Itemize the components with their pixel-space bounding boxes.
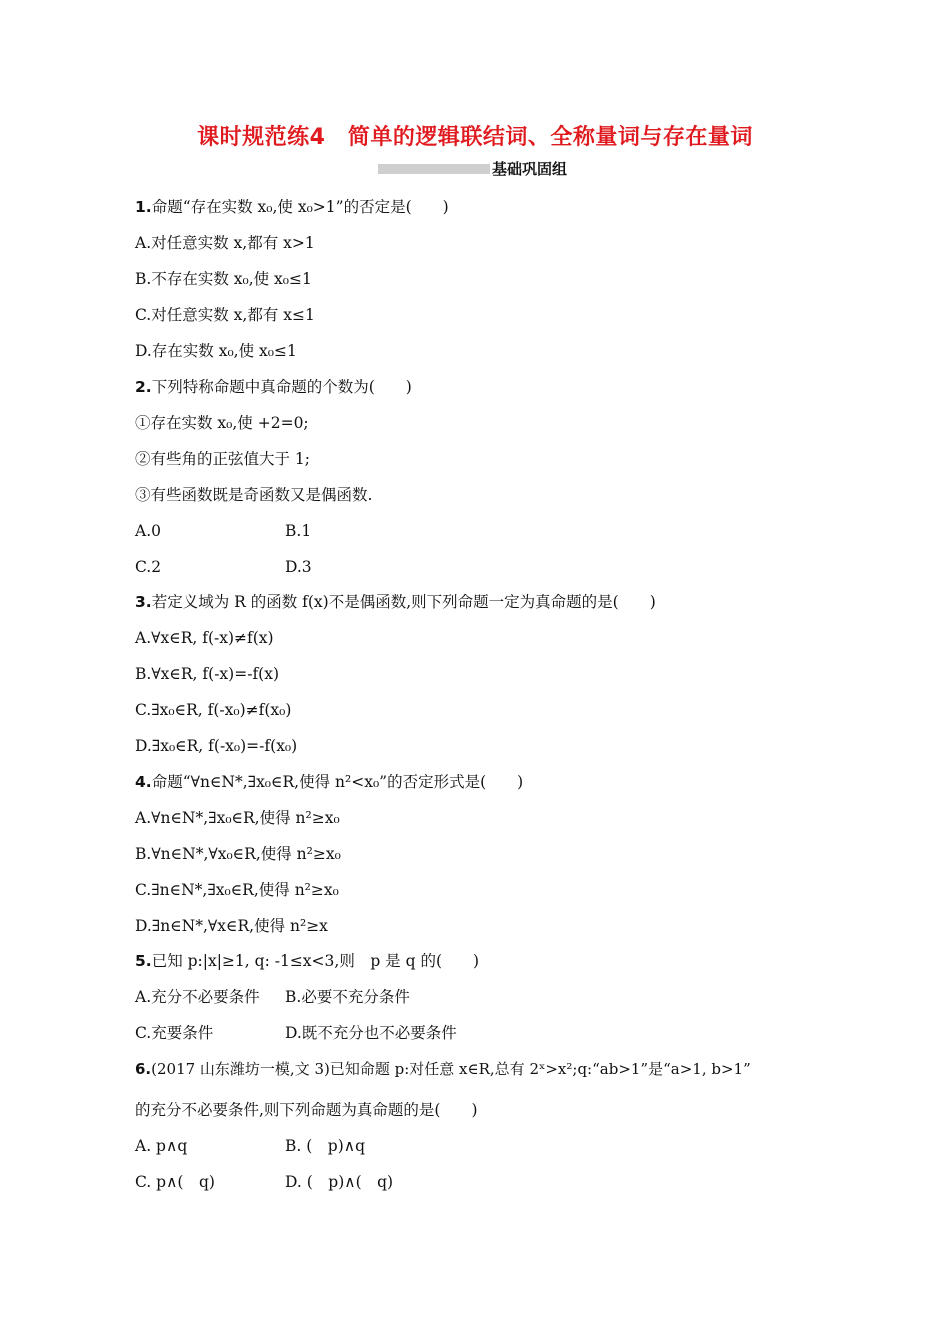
option-a: A.∀x∈R, f(-x)≠f(x) bbox=[135, 629, 274, 647]
question-number: 2. bbox=[135, 378, 152, 396]
question-stem-continued: 的充分不必要条件,则下列命题为真命题的是( ) bbox=[135, 1101, 478, 1119]
option-d: D.既不充分也不必要条件 bbox=[285, 1024, 457, 1042]
option-d: D.∃x₀∈R, f(-x₀)=-f(x₀) bbox=[135, 737, 298, 755]
option-b: B.必要不充分条件 bbox=[285, 988, 410, 1006]
option-c: C.对任意实数 x,都有 x≤1 bbox=[135, 306, 315, 324]
question-number: 6. bbox=[135, 1060, 152, 1078]
option-c: C.∃n∈N*,∃x₀∈R,使得 n²≥x₀ bbox=[135, 881, 339, 899]
option-b: B.不存在实数 x₀,使 x₀≤1 bbox=[135, 270, 312, 288]
question-stem: (2017 山东潍坊一模,文 3)已知命题 p:对任意 x∈R,总有 2ˣ>x²;q:“ab>1”是“a>1, b>1” bbox=[151, 1060, 751, 1078]
section-divider bbox=[378, 164, 490, 174]
question-2 bbox=[135, 377, 412, 397]
option-b: B.∀x∈R, f(-x)=-f(x) bbox=[135, 665, 280, 683]
question-stem: 命题“存在实数 x₀,使 x₀>1”的否定是( ) bbox=[151, 198, 449, 216]
question-stem: 已知 p:|x|≥1, q: -1≤x<3,则 p 是 q 的( ) bbox=[151, 952, 480, 970]
question-number: 5. bbox=[135, 952, 152, 970]
question-5 bbox=[135, 951, 479, 971]
statement-2: ②有些角的正弦值大于 1; bbox=[135, 450, 311, 468]
question-number: 3. bbox=[135, 593, 152, 611]
question-1 bbox=[135, 197, 449, 217]
statement-1: ①存在实数 x₀,使 +2=0; bbox=[135, 414, 309, 432]
option-c: C.2 bbox=[135, 558, 162, 576]
option-c: C.充要条件 bbox=[135, 1024, 214, 1042]
option-a: A.0 bbox=[135, 522, 161, 540]
option-a: A.∀n∈N*,∃x₀∈R,使得 n²≥x₀ bbox=[135, 809, 340, 827]
option-a: A. p∧q bbox=[135, 1137, 188, 1155]
question-4 bbox=[135, 772, 523, 792]
question-number: 4. bbox=[135, 773, 152, 791]
option-b: B.1 bbox=[285, 522, 312, 540]
option-d: D. ( p)∧( q) bbox=[285, 1173, 394, 1191]
option-a: A.对任意实数 x,都有 x>1 bbox=[135, 234, 315, 252]
question-number: 1. bbox=[135, 198, 152, 216]
option-b: B. ( p)∧q bbox=[285, 1137, 366, 1155]
question-6 bbox=[135, 1059, 751, 1079]
section-label: 基础巩固组 bbox=[492, 160, 568, 178]
option-a: A.充分不必要条件 bbox=[135, 988, 260, 1006]
option-b: B.∀n∈N*,∀x₀∈R,使得 n²≥x₀ bbox=[135, 845, 341, 863]
option-d: D.存在实数 x₀,使 x₀≤1 bbox=[135, 342, 297, 360]
option-d: D.3 bbox=[285, 558, 312, 576]
option-c: C. p∧( q) bbox=[135, 1173, 215, 1191]
question-3 bbox=[135, 592, 656, 612]
page-title: 课时规范练4 简单的逻辑联结词、全称量词与存在量词 bbox=[197, 125, 753, 150]
option-d: D.∃n∈N*,∀x∈R,使得 n²≥x bbox=[135, 917, 328, 935]
question-stem: 若定义域为 R 的函数 f(x)不是偶函数,则下列命题一定为真命题的是( ) bbox=[151, 593, 656, 611]
option-c: C.∃x₀∈R, f(-x₀)≠f(x₀) bbox=[135, 701, 292, 719]
statement-3: ③有些函数既是奇函数又是偶函数. bbox=[135, 486, 373, 504]
question-stem: 命题“∀n∈N*,∃x₀∈R,使得 n²<x₀”的否定形式是( ) bbox=[151, 773, 524, 791]
question-stem: 下列特称命题中真命题的个数为( ) bbox=[151, 378, 412, 396]
